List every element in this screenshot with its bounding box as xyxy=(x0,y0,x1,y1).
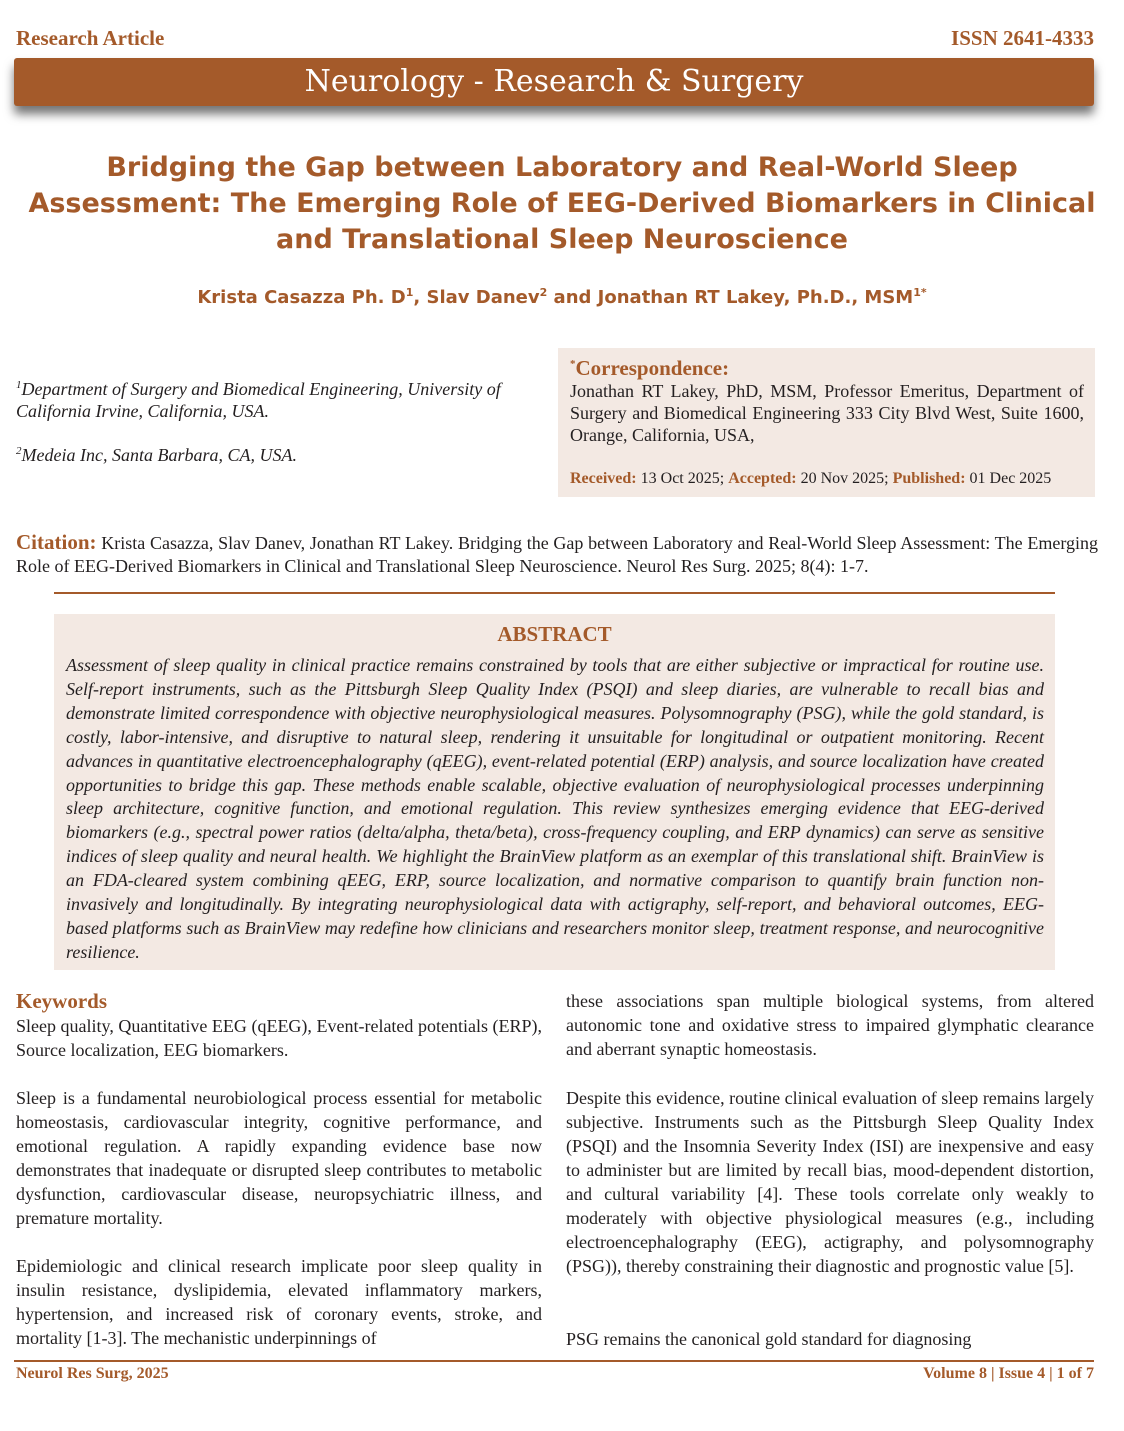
divider xyxy=(54,592,1055,594)
body-paragraph: Epidemiologic and clinical research implicate poor sleep quality in insulin resistance, dyslipidemia, elevated inflammatory markers, hypertension, and increased risk of coronary events, stroke, and mortality [1-3]. The mechanistic underpinnings of xyxy=(16,1256,542,1348)
published-label: Published: xyxy=(892,470,966,487)
affiliation-1-text: Department of Surgery and Biomedical Engineering, University of California Irvine, California, USA. xyxy=(16,379,501,421)
affiliation-1-sup: 1 xyxy=(16,379,22,391)
correspondence-star: * xyxy=(570,358,576,370)
footer-journal: Neurol Res Surg, 2025 xyxy=(16,1365,169,1382)
author-3-sup: 1* xyxy=(913,286,927,299)
correspondence-body: Jonathan RT Lakey, PhD, MSM, Professor Emeritus, Department of Surgery and Biomedical Engineering 333 City Blvd West, Suite 1600, Orange, California, USA, xyxy=(570,381,1084,445)
correspondence-box xyxy=(558,348,1095,497)
issn: ISSN 2641-4333 xyxy=(951,26,1094,50)
affiliation-2 xyxy=(16,444,536,466)
author-separator: and xyxy=(547,287,598,308)
published-date: 01 Dec 2025 xyxy=(965,470,1052,487)
article-type: Research Article xyxy=(16,26,165,50)
abstract-heading: ABSTRACT xyxy=(497,622,612,646)
article-title: Bridging the Gap between Laboratory and Real-World Sleep Assessment: The Emerging Role of EEG-Derived Biomarkers in Clinical and Translational Sleep Neuroscience xyxy=(28,152,1096,255)
citation-text: Krista Casazza, Slav Danev, Jonathan RT Lakey. Bridging the Gap between Laboratory and Real-World Sleep Assessment: The Emerging Role of EEG-Derived Biomarkers in Clinical and Translational Sleep Neuroscience. Neurol Res Surg. 2025; 8(4): 1-7. xyxy=(16,533,1098,576)
received-label: Received: xyxy=(570,470,637,487)
affiliation-1 xyxy=(16,378,536,422)
journal-banner: Neurology - Research & Surgery xyxy=(14,58,1094,106)
author-2: Slav Danev xyxy=(426,287,540,308)
author-separator: , xyxy=(413,287,427,308)
keywords-text: Sleep quality, Quantitative EEG (qEEG), Event-related potentials (ERP), Source localization, EEG biomarkers. xyxy=(16,1016,542,1060)
body-paragraph: Sleep is a fundamental neurobiological process essential for metabolic homeostasis, cardiovascular integrity, cognitive performance, and emotional regulation. A rapidly expanding evidence base now demonstrates that inadequate or disrupted sleep contributes to metabolic dysfunction, cardiovascular disease, neuropsychiatric illness, and premature mortality. xyxy=(16,1088,542,1228)
citation-label: Citation: xyxy=(16,530,97,554)
accepted-date: 20 Nov 2025; xyxy=(796,470,893,487)
authors xyxy=(10,287,1114,308)
keywords-heading-text: Keywords xyxy=(16,989,107,1013)
body-paragraph: these associations span multiple biological systems, from altered autonomic tone and oxidative stress to impaired glymphatic clearance and aberrant synaptic homeostasis. xyxy=(566,991,1094,1059)
body-paragraph: Despite this evidence, routine clinical evaluation of sleep remains largely subjective. Instruments such as the Pittsburgh Sleep Quality Index (PSQI) and the Insomnia Severity Index (ISI) are inexpensive and easy to administer but are limited by recall bias, mood-dependent distortion, and cultural variability [4]. These tools correlate only weakly to moderately with objective physiological measures (e.g., including electroencephalography (EEG), actigraphy, and polysomnography (PSG)), thereby constraining their diagnostic and prognostic value [5]. xyxy=(566,1088,1094,1276)
footer-divider xyxy=(14,1360,1094,1362)
received-date: 13 Oct 2025; xyxy=(636,470,729,487)
publication-dates xyxy=(570,470,1051,488)
citation xyxy=(16,531,1098,578)
abstract-box xyxy=(54,614,1055,970)
keywords-heading xyxy=(16,989,542,1014)
author-1: Krista Casazza Ph. D xyxy=(197,287,406,308)
author-1-sup: 1 xyxy=(405,286,414,299)
footer-page-info: Volume 8 | Issue 4 | 1 of 7 xyxy=(923,1365,1094,1382)
body-paragraph: PSG remains the canonical gold standard for diagnosing xyxy=(566,1329,972,1349)
correspondence-heading xyxy=(570,356,729,381)
affiliation-2-text: Medeia Inc, Santa Barbara, CA, USA. xyxy=(21,445,297,465)
affiliation-2-sup: 2 xyxy=(16,445,22,457)
author-3: Jonathan RT Lakey, Ph.D., MSM xyxy=(597,287,914,308)
correspondence-heading-text: Correspondence: xyxy=(575,356,730,380)
accepted-label: Accepted: xyxy=(728,470,797,487)
author-2-sup: 2 xyxy=(539,286,548,299)
abstract-text: Assessment of sleep quality in clinical practice remains constrained by tools that are either subjective or impractical for routine use. Self-report instruments, such as the Pittsburgh Sleep Quality Index (PSQI) and sleep diaries, are vulnerable to recall bias and demonstrate limited correspondence with objective neurophysiological measures. Polysomnography (PSG), while the gold standard, is costly, labor-intensive, and disruptive to natural sleep, rendering it unsuitable for longitudinal or outpatient monitoring. Recent advances in quantitative electroencephalography (qEEG), event-related potential (ERP) analysis, and source localization have created opportunities to bridge this gap. These methods enable scalable, objective evaluation of neurophysiological processes underpinning sleep architecture, cognitive function, and emotional regulation. This review synthesizes emerging evidence that EEG-derived biomarkers (e.g., spectral power ratios (delta/alpha, theta/beta), cross-frequency coupling, and ERP dynamics) can serve as sensitive indices of sleep quality and neural health. We highlight the BrainView platform as an exemplar of this translational shift. BrainView is an FDA-cleared system combining qEEG, ERP, source localization, and normative comparison to quantify brain function non-invasively and longitudinally. By integrating neurophysiological data with actigraphy, self-report, and behavioral outcomes, EEG-based platforms such as BrainView may redefine how clinicians and researchers monitor sleep, treatment response, and neurocognitive resilience. xyxy=(66,655,1044,962)
